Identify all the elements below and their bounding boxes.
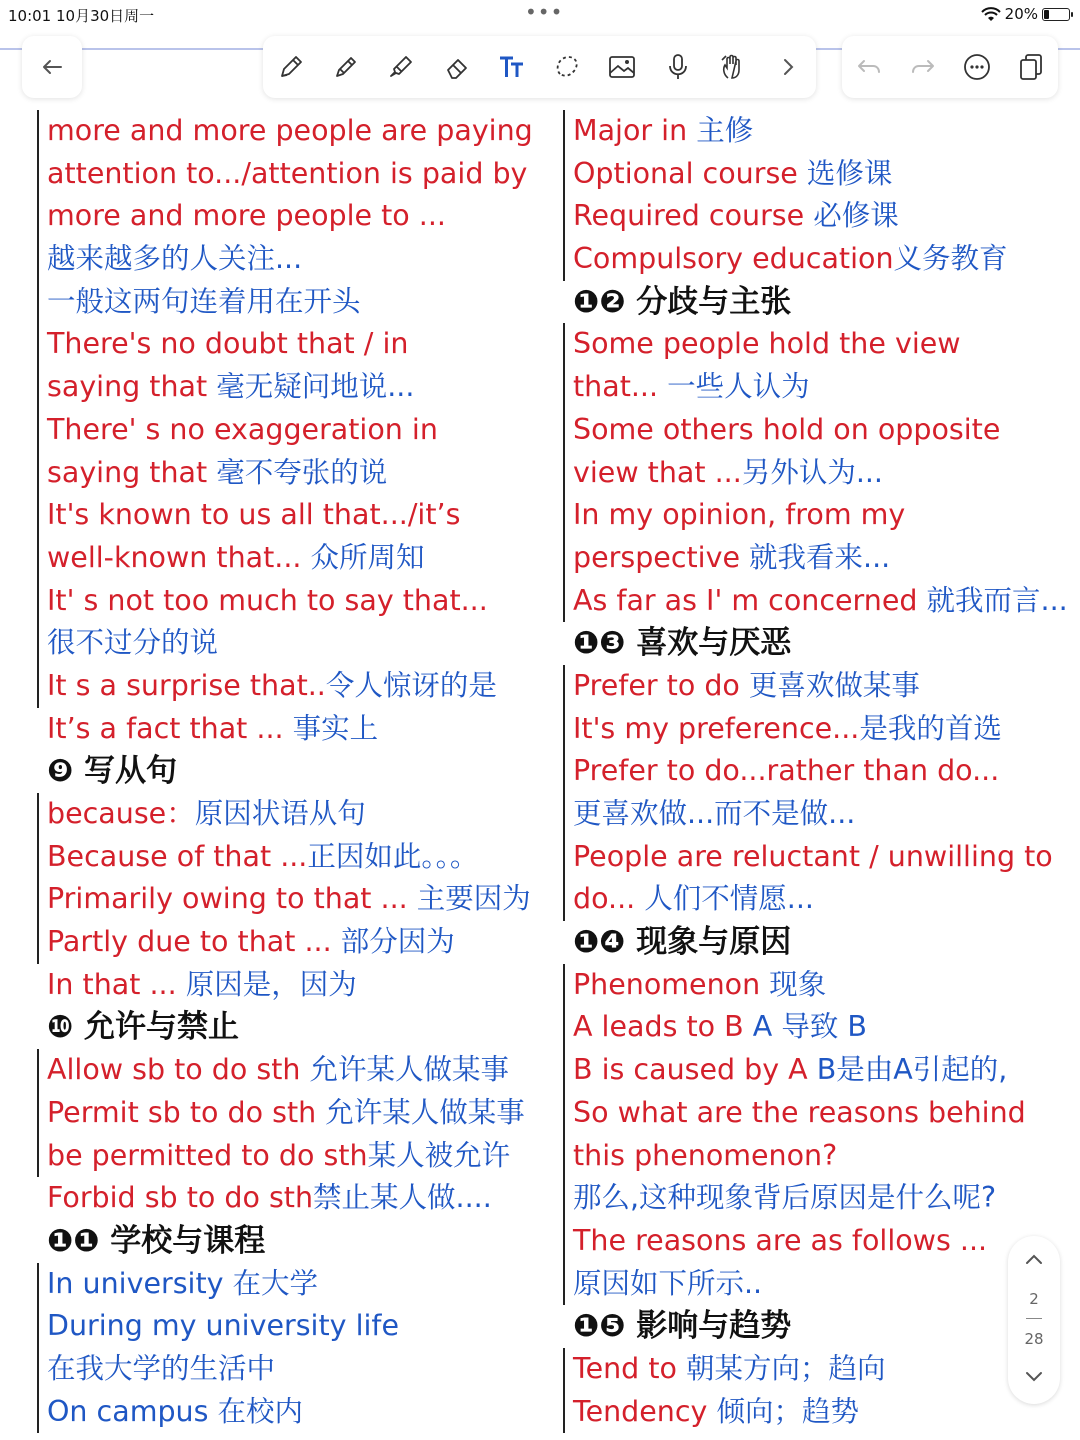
image-icon[interactable] [600,45,644,89]
note-line [560,1049,1080,1092]
chinese-translation: B是由A引起的, [816,1053,1008,1087]
note-line [34,1135,546,1178]
english-phrase: Required course [573,199,814,233]
chinese-translation: 一些人认为 [667,370,810,404]
english-phrase: It's known to us all that.../it’s [47,498,461,532]
english-phrase: In that ... [47,967,186,1001]
note-line [560,366,1080,409]
note-line [560,1348,1080,1391]
chinese-translation: 很不过分的说 [47,626,219,660]
english-phrase: this phenomenon? [573,1138,838,1172]
hand-draw-icon[interactable] [711,45,755,89]
english-phrase: So what are the reasons behind [573,1095,1026,1129]
page-navigator [1008,1236,1060,1404]
note-line [560,409,1080,452]
english-phrase: There' s no exaggeration in [47,412,438,446]
note-line [34,323,546,366]
note-line [560,238,1080,281]
note-line [560,1092,1080,1135]
note-page[interactable] [0,110,1080,1440]
note-line [34,708,546,751]
note-line [560,750,1080,793]
back-pill [22,36,82,98]
chinese-translation: 选修课 [806,156,893,190]
note-line [560,793,1080,836]
note-line [560,323,1080,366]
note-line [34,793,546,836]
pencil-icon[interactable] [269,45,313,89]
note-line [34,409,546,452]
english-phrase: It s a surprise that.. [47,668,326,702]
note-line [34,110,546,153]
chinese-translation: 那么,这种现象背后原因是什么呢? [573,1181,997,1215]
note-line [560,665,1080,708]
chevron-right-icon[interactable] [766,45,810,89]
chinese-translation: On campus 在校内 [47,1394,304,1428]
multitask-dots[interactable]: ••• [525,0,564,24]
english-phrase: Tend to [573,1351,686,1385]
english-phrase: A leads to B [573,1010,753,1044]
chinese-translation: 部分因为 [340,925,455,959]
chinese-translation: 令人惊讶的是 [325,668,497,702]
chinese-translation: 众所周知 [310,540,425,574]
english-phrase: Major in [573,114,697,147]
english-phrase: saying that [47,370,217,404]
redo-icon[interactable] [901,45,945,89]
status-right [981,5,1070,23]
note-line [560,195,1080,238]
note-line [34,622,546,665]
note-line [34,537,546,580]
chinese-translation: 就我看来... [749,540,891,574]
english-phrase: B is caused by A [573,1053,817,1087]
english-phrase: more and more people to ... [47,199,446,233]
chinese-translation: 朝某方向；趋向 [685,1351,886,1385]
chinese-translation: 越来越多的人关注... [47,242,303,276]
chinese-translation: 倾向；趋势 [716,1394,859,1428]
english-phrase: because： [47,797,195,830]
note-line [560,878,1080,921]
chevron-down-icon[interactable] [1024,1370,1044,1384]
english-phrase: People are reluctant / unwilling to [573,839,1053,873]
tool-pill [263,36,816,98]
chinese-translation: 毫不夸张的说 [216,455,388,489]
english-phrase: Because of that ... [47,839,308,873]
english-phrase: Prefer to do...rather than do... [573,754,1000,788]
wifi-icon [981,7,1001,22]
note-line [34,281,546,324]
more-icon[interactable] [955,45,999,89]
lasso-icon[interactable] [545,45,589,89]
note-line [34,452,546,495]
chinese-translation: 主修 [696,114,754,147]
note-line [560,1177,1080,1220]
note-line [560,1263,1080,1306]
english-phrase: that... [573,370,668,404]
chinese-translation: 原因状语从句 [194,797,366,830]
english-phrase: do... [573,882,645,916]
english-phrase: Prefer to do [573,668,749,702]
chinese-translation: 正因如此。。。 [307,839,479,873]
chinese-translation: 就我而言... [926,583,1068,617]
note-line [34,1049,546,1092]
note-line [34,1092,546,1135]
english-phrase: attention to.../attention is paid by [47,156,528,190]
note-line [560,1006,1080,1049]
chinese-translation: 一般这两句连着用在开头 [47,284,361,318]
right-column [560,110,1080,1433]
note-line [34,153,546,196]
english-phrase: perspective [573,540,750,574]
note-line [560,964,1080,1007]
note-line [34,1348,546,1391]
back-arrow-icon[interactable] [30,45,74,89]
english-phrase: Partly due to that ... [47,925,341,959]
note-line [560,1391,1080,1434]
section-heading: ❶❸ 喜欢与厌恶 [573,625,792,662]
english-phrase: There's no doubt that / in [47,327,409,361]
english-phrase: be permitted to do sth [47,1138,368,1172]
undo-icon[interactable] [847,45,891,89]
chinese-translation: 允许某人做某事 [309,1053,510,1087]
eraser-icon[interactable] [435,45,479,89]
chinese-translation: 主要因为 [416,882,531,916]
chinese-translation: A 导致 B [752,1010,867,1044]
note-line [34,238,546,281]
microphone-icon[interactable] [656,45,700,89]
english-phrase: Permit sb to do sth [47,1095,326,1129]
page-separator [1026,1318,1042,1319]
pages-icon[interactable] [1009,45,1053,89]
english-phrase: It's my preference... [573,711,860,745]
left-column [34,110,546,1433]
note-line [34,964,546,1007]
note-line [560,580,1080,623]
english-phrase: It’s a fact that ... [47,711,293,745]
chinese-translation: 现象 [769,967,827,1001]
english-phrase: Forbid sb to do sth [47,1181,314,1215]
english-phrase: Some people hold the view [573,327,961,361]
section-heading: ❶❷ 分歧与主张 [573,283,792,320]
chevron-up-icon[interactable] [1024,1252,1044,1266]
chinese-translation: 在我大学的生活中 [47,1351,276,1385]
section-heading: ❶❶ 学校与课程 [47,1222,266,1259]
english-phrase: Allow sb to do sth [47,1053,310,1087]
note-line [560,836,1080,879]
chinese-translation: 原因如下所示.. [573,1266,763,1300]
english-phrase: well-known that... [47,540,311,574]
pen-icon[interactable] [324,45,368,89]
battery-icon [1042,8,1070,21]
chinese-translation: 允许某人做某事 [325,1095,525,1129]
english-phrase: Some others hold on opposite [573,412,1001,446]
english-phrase: In my opinion, from my [573,498,906,532]
note-line [34,195,546,238]
chinese-translation: 另外认为... [741,455,883,489]
chinese-translation: 原因是，因为 [185,967,357,1001]
highlighter-icon[interactable] [379,45,423,89]
battery-percent: 20% [1004,5,1038,23]
note-line [560,1135,1080,1178]
note-line [34,1177,546,1220]
current-page: 2 [1029,1290,1039,1308]
note-line [560,708,1080,751]
chinese-translation: 人们不情愿... [644,882,814,916]
chinese-translation: 更喜欢做某事 [748,668,920,702]
english-phrase: saying that [47,455,217,489]
english-phrase: It' s not too much to say that... [47,583,488,617]
english-phrase: Primarily owing to that ... [47,882,417,916]
chinese-translation: 是我的首选 [859,711,1002,745]
status-bar [0,0,1080,30]
english-phrase: Tendency [573,1394,717,1428]
chinese-translation: In university 在大学 [47,1266,319,1300]
english-phrase: The reasons are as follows ... [573,1223,988,1257]
note-line [560,494,1080,537]
note-line [560,110,1080,153]
note-line [34,1263,546,1306]
note-line [560,1220,1080,1263]
total-pages: 28 [1024,1330,1044,1348]
note-line [560,452,1080,495]
english-phrase: As far as I' m concerned [573,583,927,617]
section-heading: ❶❺ 影响与趋势 [573,1308,792,1345]
chinese-translation: 某人被允许 [367,1138,511,1172]
note-line [34,1391,546,1434]
chinese-translation: 必修课 [813,199,899,233]
status-time: 10:01 10月30日周一 [8,7,155,25]
note-line [34,366,546,409]
note-line [34,878,546,921]
chinese-translation: 禁止某人做.... [313,1181,492,1215]
english-phrase: Phenomenon [573,967,770,1001]
note-line [34,580,546,623]
section-heading: ❶❹ 现象与原因 [573,924,792,961]
note-line [34,921,546,964]
note-line [34,836,546,879]
note-line [560,153,1080,196]
note-line [34,665,546,708]
english-phrase: Compulsory education [573,242,894,276]
english-phrase: Optional course [573,156,807,190]
chinese-translation: 义务教育 [893,242,1008,276]
chinese-translation: During my university life [47,1309,399,1343]
english-phrase: view that ... [573,455,742,489]
note-line [34,494,546,537]
chinese-translation: 更喜欢做...而不是做... [573,797,856,830]
action-pill [842,36,1058,98]
text-tool-icon[interactable] [490,45,534,89]
note-line [34,1305,546,1348]
chinese-translation: 毫无疑问地说... [216,370,415,404]
section-heading: ❿ 允许与禁止 [47,1009,240,1046]
chinese-translation: 事实上 [292,711,379,745]
section-heading: ❾ 写从句 [47,753,178,790]
english-phrase: more and more people are paying [47,114,533,147]
note-line [560,537,1080,580]
